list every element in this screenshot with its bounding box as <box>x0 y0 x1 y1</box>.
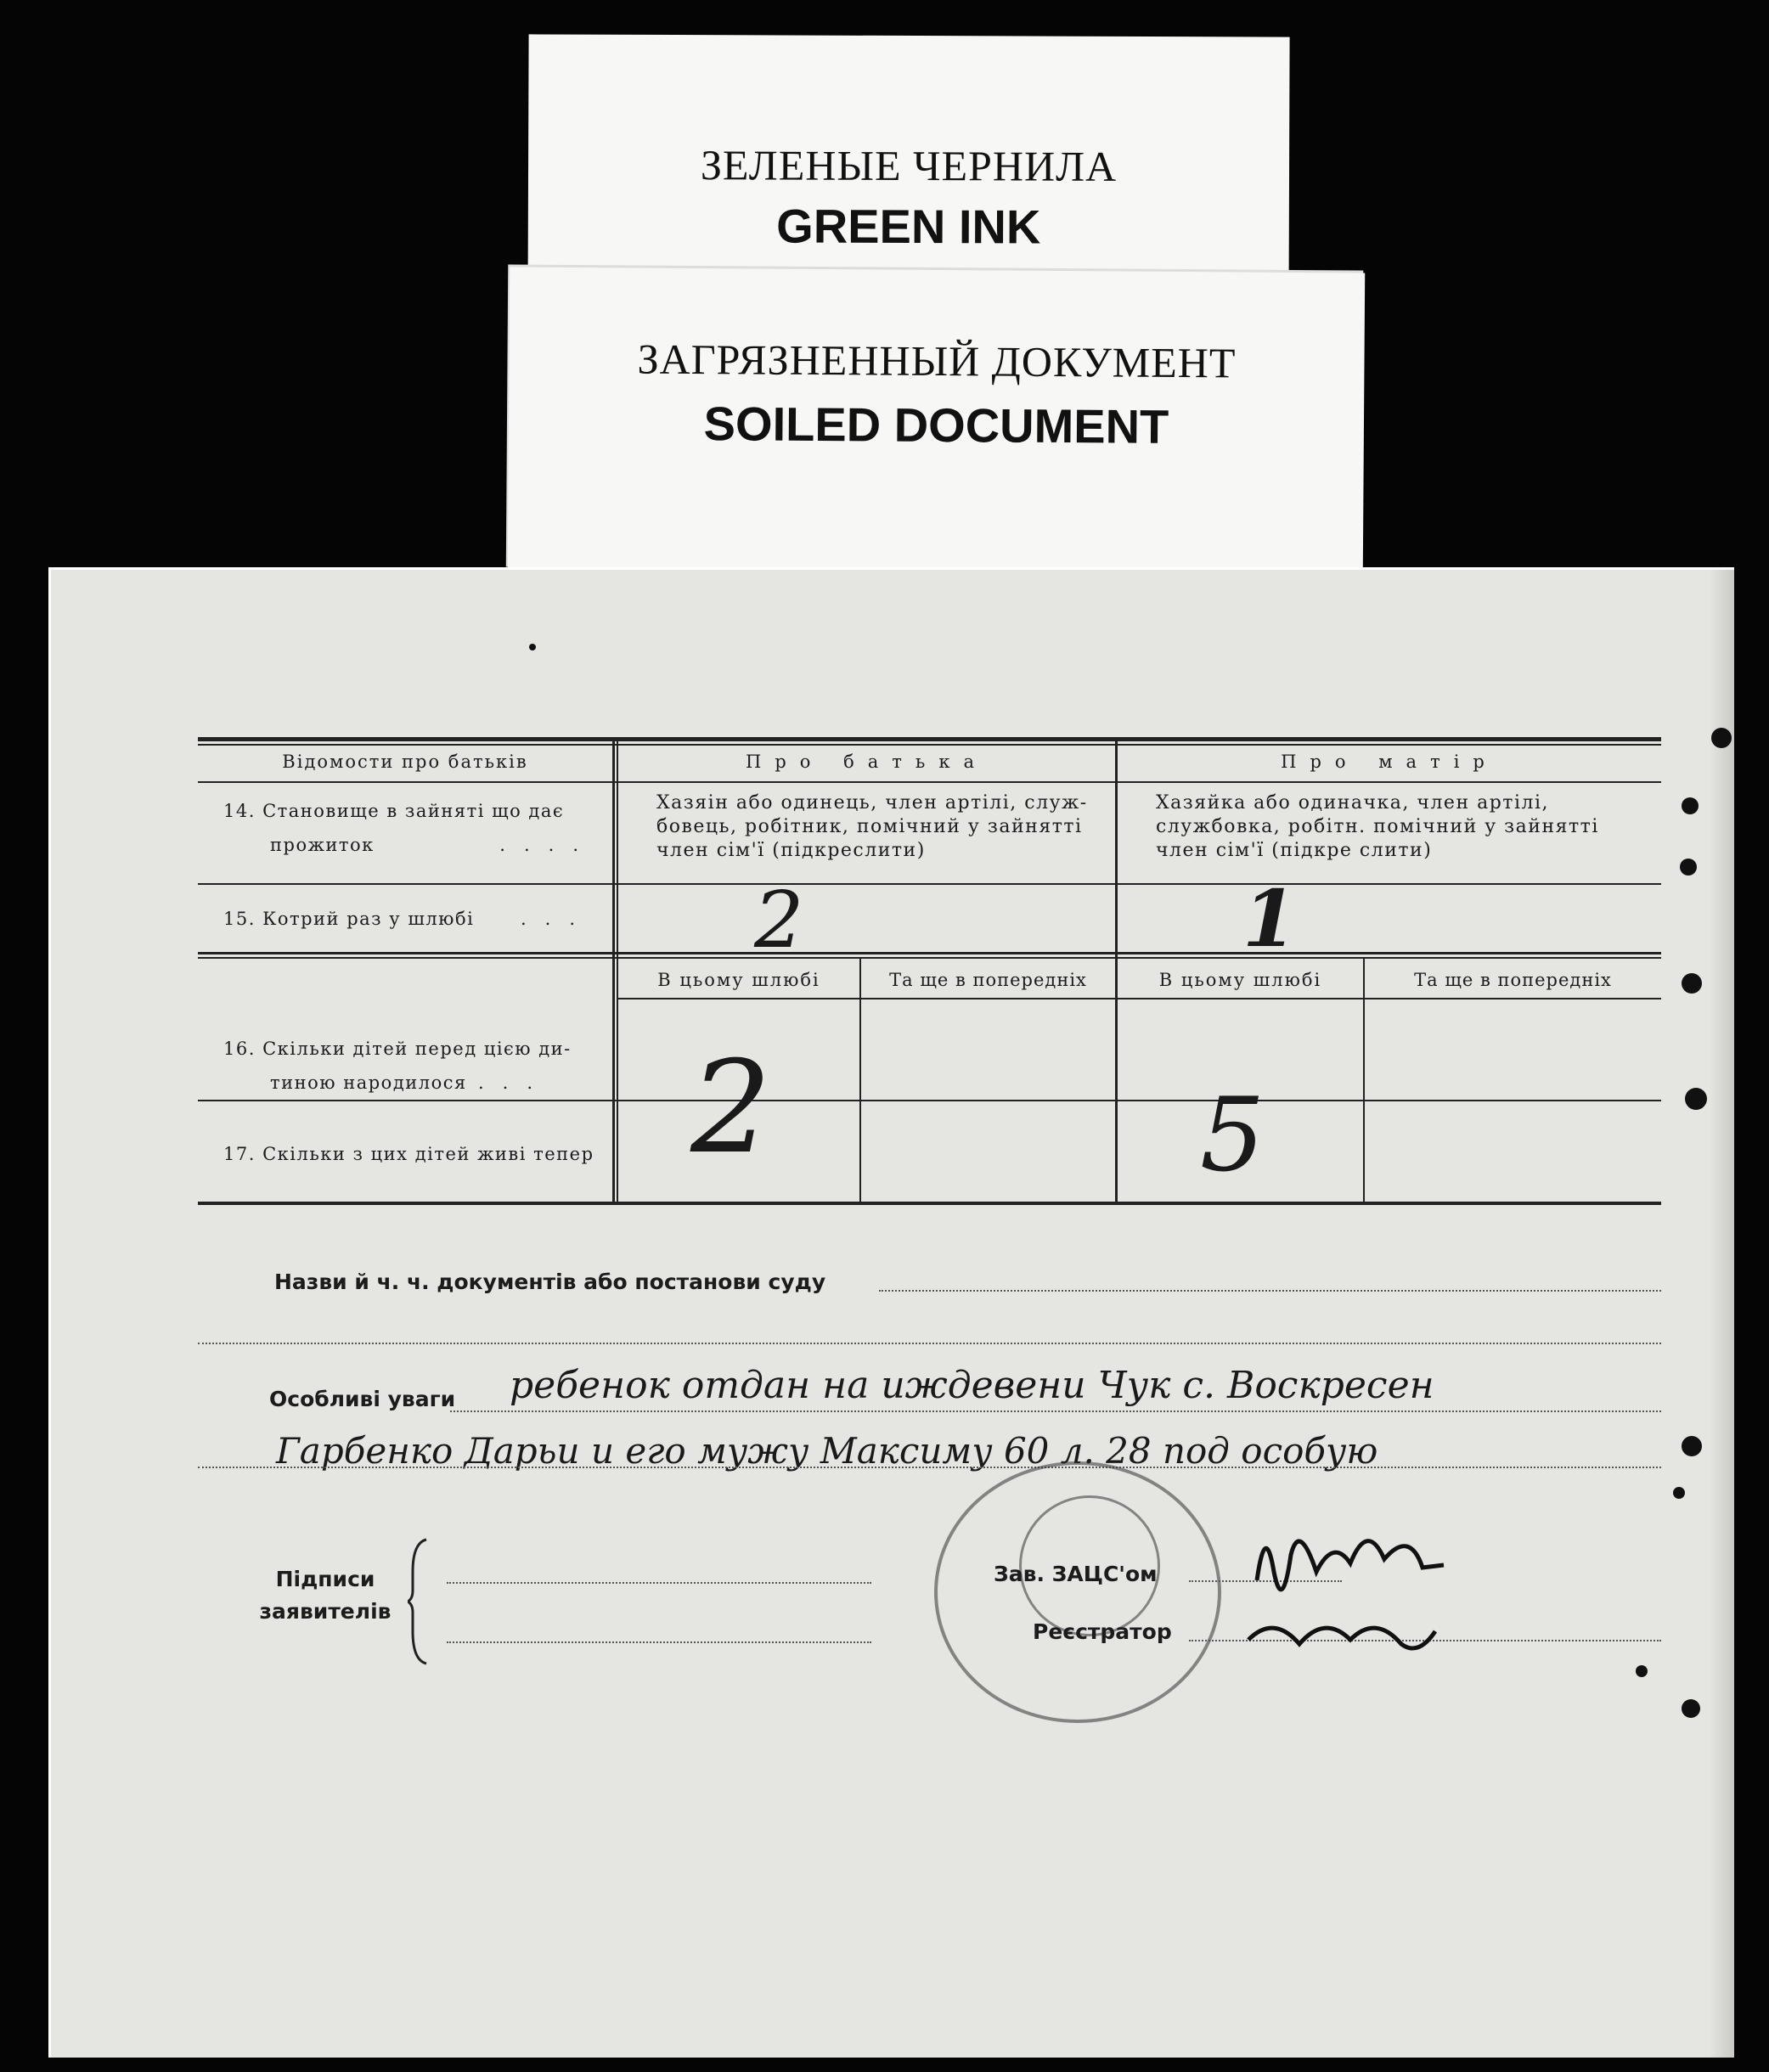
subheader-father-previous: Та ще в попередніх <box>889 970 1087 990</box>
row15-label: 15. Котрий раз у шлюбі <box>223 909 475 929</box>
col-divider-mother-sub <box>1363 957 1365 1205</box>
row14-father-line-3: член сім'ї (підкреслити) <box>656 840 926 861</box>
header-parents-info: Відомости про батьків <box>282 752 528 772</box>
col-divider-1 <box>612 737 615 1205</box>
soiled-document-label-card <box>508 267 1365 575</box>
subheader-father-this-marriage: В цьому шлюбі <box>657 970 820 990</box>
punch-hole <box>1680 859 1697 876</box>
punch-hole <box>1685 1088 1707 1110</box>
punch-hole <box>1682 1699 1700 1718</box>
row14-father-line-1: Хазяін або одинець, член артілі, служ- <box>656 792 1088 814</box>
row15-dot-leader: ... <box>521 909 594 929</box>
col-divider-father-sub <box>859 957 861 1205</box>
notes-fill-line <box>450 1410 1661 1412</box>
parents-info-table <box>198 737 1661 1205</box>
row15-rule-thin <box>198 957 1661 959</box>
punch-hole <box>1682 797 1699 814</box>
punch-hole <box>1711 728 1732 748</box>
registrar-label: Реєстратор <box>1033 1619 1172 1644</box>
row15-mother-value: 1 <box>1242 873 1298 965</box>
row14-label-cont: прожиток <box>270 835 375 855</box>
row17-label: 17. Скільки з цих дітей живі тепер <box>223 1144 594 1164</box>
head-of-registry-label: Зав. ЗАЦС'ом <box>994 1562 1158 1586</box>
signature-line-1 <box>447 1582 871 1584</box>
punch-hole <box>1682 1436 1702 1456</box>
notes-fill-line-2 <box>198 1467 1661 1468</box>
signatures-label-line-2: заявителів <box>259 1599 392 1624</box>
subheader-mother-previous: Та ще в попередніх <box>1414 970 1612 990</box>
notes-label: Особливі уваги <box>269 1387 456 1411</box>
signatures-label <box>245 1563 406 1628</box>
row15-father-value: 2 <box>754 875 804 966</box>
row14-rule <box>198 883 1661 885</box>
row16-father-value: 2 <box>690 1034 772 1182</box>
row16-mother-value: 5 <box>1200 1077 1265 1195</box>
header-rule <box>198 781 1661 783</box>
punch-hole <box>1636 1665 1648 1677</box>
soiled-document-label-en: SOILED DOCUMENT <box>703 397 1169 453</box>
ink-dot <box>529 644 536 650</box>
row14-mother-line-1: Хазяйка або одиначка, член артілі, <box>1156 792 1550 814</box>
punch-hole <box>1673 1487 1685 1499</box>
row14-father-options <box>656 791 1088 863</box>
punch-hole <box>1682 973 1702 994</box>
header-mother: Про матір <box>1281 752 1498 772</box>
documents-fill-line-2 <box>198 1343 1661 1344</box>
row16-dot-leader: ... <box>478 1073 552 1093</box>
row14-father-line-2: бовець, робітник, помічний у зайнятті <box>656 816 1083 837</box>
subheader-mother-this-marriage: В цьому шлюбі <box>1158 970 1322 990</box>
row14-mother-options <box>1156 791 1599 863</box>
row14-mother-line-2: службовка, робітн. помічний у зайнятті <box>1156 816 1599 837</box>
soiled-document-label-ru: ЗАГРЯЗНЕННЫЙ ДОКУМЕНТ <box>637 335 1237 387</box>
documents-fill-line <box>879 1290 1661 1292</box>
subheader-rule <box>617 998 1661 999</box>
row14-dot-leader: .... <box>499 835 597 855</box>
row14-mother-line-3: член сім'ї (підкре слити) <box>1156 840 1433 861</box>
row14-label: 14. Становище в зайняті що дає <box>223 801 565 821</box>
table-bottom-rule <box>198 1202 1661 1205</box>
row16-label-cont: тиною народилося <box>270 1073 467 1093</box>
row16-label: 16. Скільки дітей перед цією ди- <box>223 1039 572 1059</box>
documents-label: Назви й ч. ч. документів або постанови суду <box>274 1270 826 1294</box>
table-top-rule <box>198 737 1661 741</box>
notes-handwriting-line-1: ребенок отдан на иждевени Чук с. Воскресен <box>510 1364 1434 1407</box>
signature-line-2 <box>447 1641 871 1643</box>
header-father: Про батька <box>746 752 988 772</box>
table-top-rule-thin <box>198 744 1661 746</box>
green-ink-label-en: GREEN INK <box>776 199 1041 254</box>
official-signature <box>1240 1487 1495 1674</box>
row15-rule <box>198 952 1661 954</box>
signatures-brace <box>408 1538 433 1665</box>
signatures-label-line-1: Підписи <box>275 1567 375 1591</box>
row16-rule <box>198 1100 1661 1101</box>
notes-handwriting-line-2: Гарбенко Дарьи и его мужу Максиму 60 л. 28 под особую <box>276 1430 1378 1472</box>
green-ink-label-ru: ЗЕЛЕНЫЕ ЧЕРНИЛА <box>700 141 1118 190</box>
form-sheet <box>48 567 1734 2058</box>
